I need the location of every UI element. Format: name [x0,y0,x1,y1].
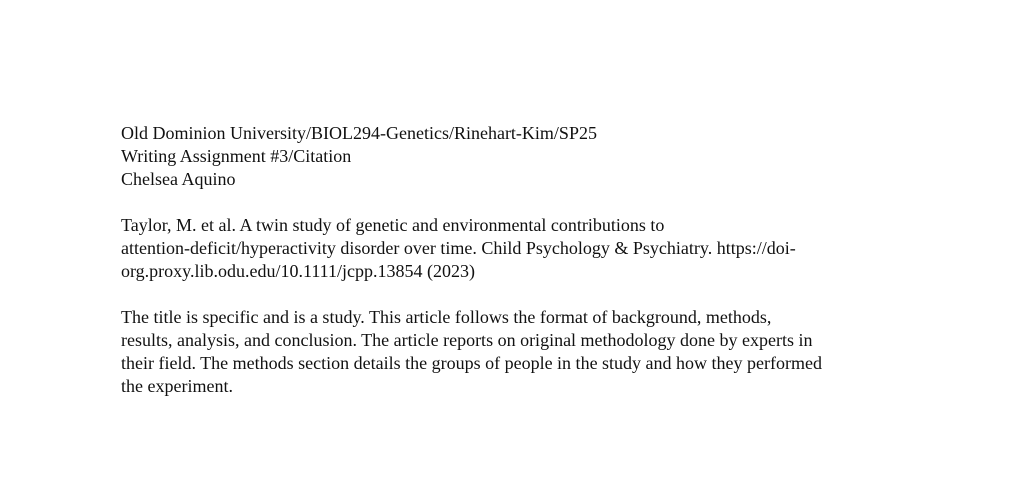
citation-line: Taylor, M. et al. A twin study of genetic and environmental contributions to [121,215,665,235]
summary-paragraph [121,306,921,398]
author-line: Chelsea Aquino [121,169,236,189]
summary-line: their field. The methods section details the groups of people in the study and how they performed [121,353,822,373]
citation-paragraph [121,214,921,283]
document-body [121,122,921,398]
citation-line: attention-deficit/hyperactivity disorder over time. Child Psychology & Psychiatry. https://doi- [121,238,796,258]
citation-line: org.proxy.lib.odu.edu/10.1111/jcpp.13854 (2023) [121,261,475,281]
summary-line: results, analysis, and conclusion. The article reports on original methodology done by experts in [121,330,813,350]
assignment-line: Writing Assignment #3/Citation [121,146,352,166]
course-line: Old Dominion University/BIOL294-Genetics/Rinehart-Kim/SP25 [121,123,597,143]
paragraph-spacer [121,191,921,214]
summary-line: The title is specific and is a study. This article follows the format of background, methods, [121,307,772,327]
summary-line: the experiment. [121,376,233,396]
paragraph-spacer [121,283,921,306]
document-header [121,122,921,191]
